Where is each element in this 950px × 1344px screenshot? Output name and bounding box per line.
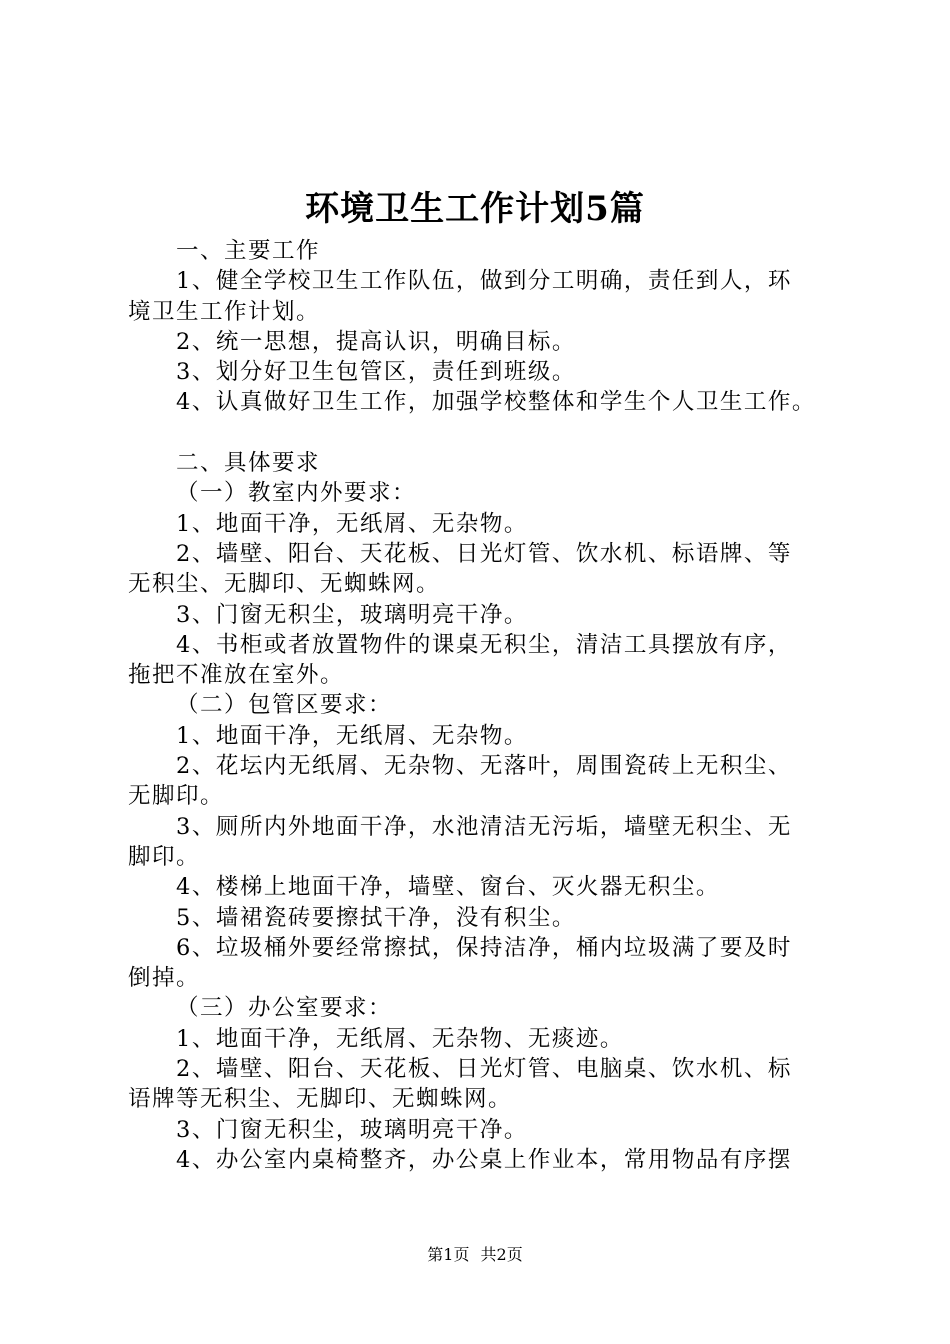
page-number-total: 共2页 (480, 1245, 523, 1264)
paragraph-line: 4、书柜或者放置物件的课桌无积尘，清洁工具摆放有序， (176, 631, 792, 658)
paragraph-line: 3、厕所内外地面干净，水池清洁无污垢，墙壁无积尘、无 (176, 813, 792, 840)
paragraph-line: 境卫生工作计划。 (128, 298, 321, 325)
paragraph-line: 2、统一思想，提高认识，明确目标。 (176, 328, 576, 355)
paragraph-line: 一、主要工作 (176, 238, 321, 264)
paragraph-line: （二）包管区要求： (176, 692, 393, 719)
paragraph-line: 3、门窗无积尘，玻璃明亮干净。 (176, 601, 528, 628)
paragraph-line: 4、认真做好卫生工作，加强学校整体和学生个人卫生工作。 (176, 389, 816, 416)
paragraph-line: （三）办公室要求： (176, 995, 393, 1022)
paragraph-line: 倒掉。 (128, 965, 201, 992)
paragraph-line: 二、具体要求 (176, 450, 321, 477)
paragraph-line: 1、地面干净，无纸屑、无杂物。 (176, 510, 528, 537)
paragraph-line: 无积尘、无脚印、无蜘蛛网。 (128, 571, 441, 598)
page-footer (0, 1244, 950, 1266)
paragraph-line: 6、垃圾桶外要经常擦拭，保持洁净，桶内垃圾满了要及时 (176, 934, 792, 961)
document-title: 环境卫生工作计划5篇 (305, 189, 645, 229)
document-body (128, 236, 848, 1175)
paragraph-line: 2、墙壁、阳台、天花板、日光灯管、电脑桌、饮水机、标 (176, 1056, 792, 1083)
blank-line (128, 418, 848, 448)
paragraph-line: 3、门窗无积尘，玻璃明亮干净。 (176, 1116, 528, 1143)
paragraph-line: 4、办公室内桌椅整齐，办公桌上作业本，常用物品有序摆 (176, 1146, 792, 1173)
paragraph-line: 1、地面干净，无纸屑、无杂物、无痰迹。 (176, 1025, 624, 1052)
paragraph-line: 脚印。 (128, 843, 201, 870)
paragraph-line: 语牌等无积尘、无脚印、无蜘蛛网。 (128, 1086, 513, 1113)
paragraph-line: 1、健全学校卫生工作队伍，做到分工明确，责任到人，环 (176, 268, 792, 295)
paragraph-line: 拖把不准放在室外。 (128, 662, 345, 689)
paragraph-line: 2、花坛内无纸屑、无杂物、无落叶，周围瓷砖上无积尘、 (176, 753, 792, 780)
paragraph-line: （一）教室内外要求： (176, 480, 417, 507)
paragraph-line: 1、地面干净，无纸屑、无杂物。 (176, 722, 528, 749)
paragraph-line: 2、墙壁、阳台、天花板、日光灯管、饮水机、标语牌、等 (176, 540, 792, 567)
paragraph-line: 3、划分好卫生包管区，责任到班级。 (176, 359, 576, 386)
paragraph-line: 无脚印。 (128, 783, 225, 810)
paragraph-line: 4、楼梯上地面干净，墙壁、窗台、灭火器无积尘。 (176, 874, 720, 901)
page-number-current: 第1页 (427, 1245, 470, 1264)
paragraph-line: 5、墙裙瓷砖要擦拭干净，没有积尘。 (176, 904, 576, 931)
